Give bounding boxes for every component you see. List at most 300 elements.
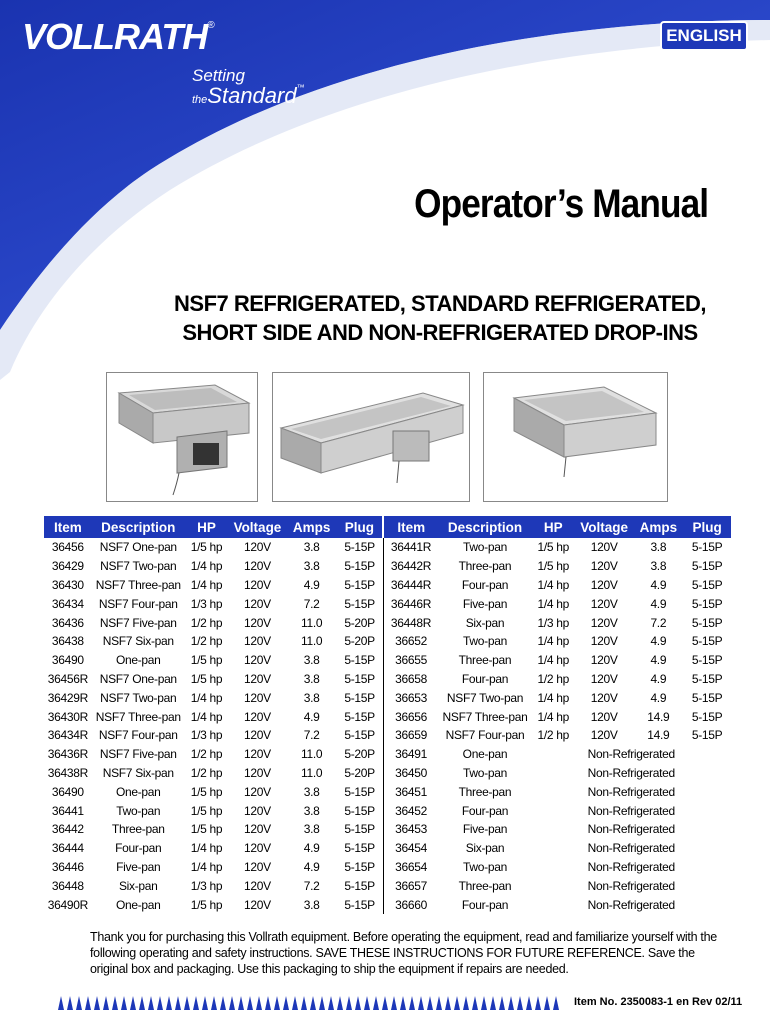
cell-voltage: 120V <box>244 765 271 780</box>
cell-hp: 1/4 hp <box>190 859 223 874</box>
cell-description: NSF7 Two-pan <box>100 559 177 574</box>
col-header-plug: Plug <box>337 516 384 538</box>
cell-hp: 1/2 hp <box>190 747 223 762</box>
cell-item: 36441 <box>51 803 84 818</box>
cell-description: Five-pan <box>462 596 508 611</box>
triangle-mark <box>121 996 127 1010</box>
cell-hp: 1/5 hp <box>190 803 223 818</box>
cell-amps: 11.0 <box>300 634 323 649</box>
triangle-mark <box>490 996 496 1010</box>
table-row <box>44 782 731 801</box>
cell-item: 36450 <box>383 764 438 783</box>
triangle-mark <box>247 996 253 1010</box>
cell-hp: 1/4 hp <box>537 634 570 649</box>
triangle-mark <box>94 996 100 1010</box>
triangle-mark <box>112 996 118 1010</box>
cell-hp: 1/4 hp <box>190 690 223 705</box>
cell-hp: 1/4 hp <box>190 709 223 724</box>
cell-amps: 3.8 <box>650 540 667 555</box>
cell-description: NSF7 Six-pan <box>102 634 174 649</box>
cell-plug: 5-15P <box>344 859 375 874</box>
cell-plug: 5-15P <box>344 559 375 574</box>
table-row <box>44 764 731 783</box>
table-row <box>44 801 731 820</box>
cell-item: 36653 <box>383 688 438 707</box>
tagline <box>192 66 305 109</box>
cell-item: 36654 <box>383 858 438 877</box>
cell-item: 36659 <box>383 726 438 745</box>
cell-plug: 5-15P <box>691 671 723 686</box>
cell-description: NSF7 Three-pan <box>95 577 181 592</box>
triangle-mark <box>220 996 226 1010</box>
cell-amps: 4.9 <box>650 653 667 668</box>
cell-voltage: 120V <box>244 596 271 611</box>
triangle-mark <box>400 996 406 1010</box>
triangle-mark <box>58 996 64 1010</box>
cell-amps: 11.0 <box>300 747 323 762</box>
table-row <box>44 745 731 764</box>
cell-hp: 1/3 hp <box>190 728 223 743</box>
cell-non-refrigerated: Non-Refrigerated <box>587 822 675 837</box>
cell-item: 36444R <box>383 576 438 595</box>
cell-description: Six-pan <box>118 878 158 893</box>
cell-amps: 7.2 <box>650 615 667 630</box>
table-row <box>44 613 731 632</box>
cell-item: 36444 <box>51 841 84 856</box>
cell-voltage: 120V <box>244 784 271 799</box>
cell-voltage: 120V <box>244 728 271 743</box>
cell-amps: 11.0 <box>300 765 323 780</box>
table-row <box>44 858 731 877</box>
col-header-description: Description <box>92 516 185 538</box>
cell-voltage: 120V <box>244 615 271 630</box>
triangle-mark <box>283 996 289 1010</box>
cell-description: Two-pan <box>463 765 507 780</box>
item-number: Item No. 2350083-1 en Rev 02/11 <box>570 996 742 1008</box>
cell-amps: 3.8 <box>303 690 320 705</box>
cell-amps: 4.9 <box>650 690 667 705</box>
cell-item: 36655 <box>383 651 438 670</box>
cell-hp: 1/2 hp <box>190 765 223 780</box>
cell-hp: 1/4 hp <box>190 577 223 592</box>
triangle-mark <box>337 996 343 1010</box>
cell-description: Three-pan <box>458 784 512 799</box>
cell-plug: 5-15P <box>691 615 723 630</box>
table-row <box>44 876 731 895</box>
triangle-mark <box>328 996 334 1010</box>
triangle-mark <box>499 996 505 1010</box>
cell-item: 36436R <box>47 747 88 762</box>
triangle-mark <box>103 996 109 1010</box>
cell-amps: 4.9 <box>650 596 667 611</box>
triangle-mark <box>166 996 172 1010</box>
product-photo-1 <box>106 372 258 502</box>
triangle-mark <box>157 996 163 1010</box>
cell-voltage: 120V <box>244 747 271 762</box>
cell-description: Six-pan <box>465 615 505 630</box>
cell-item: 36454 <box>383 839 438 858</box>
triangle-mark <box>76 996 82 1010</box>
table-row <box>44 895 731 914</box>
cell-item: 36456 <box>51 540 84 555</box>
triangle-mark <box>301 996 307 1010</box>
cell-plug: 5-15P <box>344 671 375 686</box>
table-row <box>44 688 731 707</box>
cell-voltage: 120V <box>590 728 618 743</box>
cell-item: 36429R <box>47 690 88 705</box>
cell-description: NSF7 Two-pan <box>100 690 177 705</box>
cell-hp: 1/5 hp <box>537 559 570 574</box>
trademark-mark: ™ <box>296 83 305 92</box>
triangle-mark <box>364 996 370 1010</box>
col-header-voltage: Voltage <box>228 516 287 538</box>
triangle-mark <box>472 996 478 1010</box>
col-header-amps: Amps <box>287 516 337 538</box>
triangle-mark <box>229 996 235 1010</box>
cell-amps: 3.8 <box>303 822 320 837</box>
cell-hp: 1/5 hp <box>190 653 223 668</box>
cell-non-refrigerated: Non-Refrigerated <box>587 878 675 893</box>
cell-hp: 1/2 hp <box>537 728 570 743</box>
cell-item: 36436 <box>51 615 84 630</box>
triangle-mark <box>211 996 217 1010</box>
cell-item: 36442 <box>51 822 84 837</box>
cell-amps: 14.9 <box>647 728 670 743</box>
cell-item: 36453 <box>383 820 438 839</box>
cell-description: NSF7 Four-pan <box>98 728 178 743</box>
cell-plug: 5-15P <box>344 841 375 856</box>
cell-description: NSF7 Three-pan <box>95 709 181 724</box>
cell-voltage: 120V <box>590 634 618 649</box>
cell-plug: 5-15P <box>691 577 723 592</box>
cell-non-refrigerated: Non-Refrigerated <box>587 841 675 856</box>
page-title: Operator’s Manual <box>413 182 708 226</box>
triangle-mark <box>67 996 73 1010</box>
triangle-mark <box>202 996 208 1010</box>
cell-item: 36451 <box>383 782 438 801</box>
cell-hp: 1/4 hp <box>537 596 570 611</box>
cell-item: 36658 <box>383 670 438 689</box>
table-row <box>44 557 731 576</box>
cell-voltage: 120V <box>244 841 271 856</box>
tagline-setting: Setting <box>192 66 245 85</box>
cell-item: 36660 <box>383 895 438 914</box>
triangle-mark <box>265 996 271 1010</box>
cell-voltage: 120V <box>590 596 618 611</box>
table-row <box>44 839 731 858</box>
triangle-mark <box>310 996 316 1010</box>
table-row <box>44 726 731 745</box>
cell-hp: 1/5 hp <box>190 897 223 912</box>
cell-voltage: 120V <box>244 653 271 668</box>
cell-plug: 5-15P <box>691 728 723 743</box>
triangle-mark <box>445 996 451 1010</box>
cell-item: 36446 <box>51 859 84 874</box>
cell-plug: 5-15P <box>344 728 375 743</box>
cell-amps: 7.2 <box>303 878 320 893</box>
col-header-amps: Amps <box>633 516 683 538</box>
cell-voltage: 120V <box>244 690 271 705</box>
triangle-mark <box>382 996 388 1010</box>
cell-plug: 5-20P <box>344 747 375 762</box>
cell-hp: 1/5 hp <box>190 822 223 837</box>
cell-voltage: 120V <box>590 559 618 574</box>
cell-voltage: 120V <box>244 559 271 574</box>
cell-plug: 5-15P <box>344 653 375 668</box>
triangle-mark <box>454 996 460 1010</box>
intro-paragraph: Thank you for purchasing this Vollrath equipment. Before operating the equipment, read and familiarize yourself with the following operating and safety instructions. SAVE THESE INSTRUCTIONS FOR FUTURE REFERENCE. Save the original box and packaging. Use this packaging to ship the equipment if repairs are needed. <box>90 930 717 976</box>
table-header-row <box>44 516 731 538</box>
cell-plug: 5-15P <box>691 559 723 574</box>
cell-non-refrigerated: Non-Refrigerated <box>587 803 675 818</box>
triangle-mark <box>148 996 154 1010</box>
cell-voltage: 120V <box>244 822 271 837</box>
cell-voltage: 120V <box>590 540 618 555</box>
cell-description: One-pan <box>115 653 161 668</box>
cell-item: 36429 <box>51 559 84 574</box>
cell-item: 36434 <box>51 596 84 611</box>
table-row <box>44 707 731 726</box>
cell-hp: 1/4 hp <box>537 709 570 724</box>
triangle-mark <box>175 996 181 1010</box>
cell-hp: 1/3 hp <box>537 615 570 630</box>
cell-description: NSF7 Six-pan <box>102 765 174 780</box>
cell-plug: 5-15P <box>344 897 375 912</box>
triangle-mark <box>184 996 190 1010</box>
triangle-mark <box>409 996 415 1010</box>
col-header-item: Item <box>44 516 92 538</box>
cell-plug: 5-15P <box>691 634 723 649</box>
cell-item: 36438R <box>47 765 88 780</box>
brand-name: VOLLRATH <box>22 16 208 57</box>
cell-non-refrigerated: Non-Refrigerated <box>587 897 675 912</box>
cell-voltage: 120V <box>244 859 271 874</box>
cell-plug: 5-15P <box>344 577 375 592</box>
table-row <box>44 594 731 613</box>
cell-plug: 5-15P <box>691 709 723 724</box>
cell-plug: 5-20P <box>344 615 375 630</box>
triangle-mark <box>130 996 136 1010</box>
table-row <box>44 538 731 557</box>
cell-description: NSF7 Five-pan <box>99 615 177 630</box>
cell-amps: 3.8 <box>650 559 667 574</box>
triangle-mark <box>238 996 244 1010</box>
cell-description: NSF7 Five-pan <box>99 747 177 762</box>
triangle-mark <box>526 996 532 1010</box>
cell-plug: 5-15P <box>344 709 375 724</box>
cell-description: Two-pan <box>463 540 507 555</box>
cell-description: One-pan <box>462 747 508 762</box>
cell-amps: 4.9 <box>303 859 320 874</box>
cell-hp: 1/5 hp <box>190 540 223 555</box>
cell-hp: 1/3 hp <box>190 878 223 893</box>
cell-non-refrigerated: Non-Refrigerated <box>587 784 675 799</box>
cell-voltage: 120V <box>590 653 618 668</box>
cell-plug: 5-15P <box>691 653 723 668</box>
cell-voltage: 120V <box>590 690 618 705</box>
table-row <box>44 820 731 839</box>
cell-non-refrigerated: Non-Refrigerated <box>587 765 675 780</box>
col-header-voltage: Voltage <box>575 516 634 538</box>
cell-description: NSF7 One-pan <box>99 540 177 555</box>
triangle-mark <box>346 996 352 1010</box>
tagline-the: the <box>192 94 208 106</box>
triangle-mark <box>292 996 298 1010</box>
triangle-mark <box>355 996 361 1010</box>
triangle-mark <box>517 996 523 1010</box>
cell-voltage: 120V <box>590 577 618 592</box>
triangle-mark <box>85 996 91 1010</box>
triangle-mark <box>508 996 514 1010</box>
cell-description: Four-pan <box>461 803 509 818</box>
triangle-mark <box>319 996 325 1010</box>
cell-amps: 11.0 <box>300 615 323 630</box>
cell-item: 36442R <box>383 557 438 576</box>
cell-hp: 1/2 hp <box>537 671 570 686</box>
language-badge: ENGLISH <box>660 21 748 51</box>
triangle-mark <box>427 996 433 1010</box>
cell-description: Three-pan <box>458 653 512 668</box>
table-row <box>44 651 731 670</box>
cell-amps: 3.8 <box>303 784 320 799</box>
cell-description: One-pan <box>115 784 161 799</box>
specification-table <box>44 516 731 914</box>
cell-item: 36438 <box>51 634 84 649</box>
triangle-mark <box>139 996 145 1010</box>
cell-voltage: 120V <box>244 897 271 912</box>
cell-description: Two-pan <box>463 634 507 649</box>
cell-item: 36657 <box>383 876 438 895</box>
cell-amps: 4.9 <box>303 577 320 592</box>
cell-hp: 1/4 hp <box>537 577 570 592</box>
cell-voltage: 120V <box>244 709 271 724</box>
cell-description: NSF7 Four-pan <box>98 596 178 611</box>
page-subtitle <box>140 289 740 347</box>
triangle-mark <box>373 996 379 1010</box>
table-row <box>44 632 731 651</box>
cell-voltage: 120V <box>590 615 618 630</box>
product-photo-3 <box>483 372 668 502</box>
cell-description: Four-pan <box>461 671 509 686</box>
cell-hp: 1/2 hp <box>190 615 223 630</box>
cell-item: 36434R <box>47 728 88 743</box>
cell-plug: 5-15P <box>344 822 375 837</box>
cell-description: NSF7 One-pan <box>99 671 177 686</box>
cell-item: 36491 <box>383 745 438 764</box>
product-photo-2 <box>272 372 470 502</box>
col-header-item: Item <box>383 516 438 538</box>
cell-amps: 3.8 <box>303 653 320 668</box>
cell-description: NSF7 Three-pan <box>442 709 528 724</box>
cell-item: 36430R <box>47 709 88 724</box>
cell-non-refrigerated: Non-Refrigerated <box>587 747 675 762</box>
triangle-mark <box>256 996 262 1010</box>
cell-hp: 1/5 hp <box>190 671 223 686</box>
cell-plug: 5-15P <box>344 803 375 818</box>
cell-item: 36441R <box>383 538 438 557</box>
col-header-hp: HP <box>185 516 228 538</box>
cell-plug: 5-15P <box>344 596 375 611</box>
tagline-standard: Standard <box>207 83 297 108</box>
cell-voltage: 120V <box>244 803 271 818</box>
cell-description: One-pan <box>115 897 161 912</box>
triangle-mark <box>463 996 469 1010</box>
cell-hp: 1/4 hp <box>190 559 223 574</box>
cell-item: 36430 <box>51 577 84 592</box>
cell-voltage: 120V <box>244 577 271 592</box>
cell-plug: 5-15P <box>691 690 723 705</box>
col-header-plug: Plug <box>683 516 731 538</box>
cell-description: Six-pan <box>465 841 505 856</box>
cell-amps: 7.2 <box>303 728 320 743</box>
triangle-mark <box>553 996 559 1010</box>
cell-amps: 4.9 <box>650 671 667 686</box>
cell-plug: 5-15P <box>344 690 375 705</box>
table-row <box>44 576 731 595</box>
cell-plug: 5-15P <box>344 878 375 893</box>
cell-plug: 5-15P <box>344 784 375 799</box>
cell-description: Four-pan <box>115 841 162 856</box>
triangle-mark <box>274 996 280 1010</box>
cell-hp: 1/4 hp <box>537 690 570 705</box>
table-row <box>44 670 731 689</box>
cell-description: NSF7 Two-pan <box>446 690 524 705</box>
cell-description: Two-pan <box>116 803 161 818</box>
cell-description: NSF7 Four-pan <box>445 728 525 743</box>
cell-amps: 7.2 <box>303 596 320 611</box>
cell-amps: 3.8 <box>303 897 320 912</box>
cell-amps: 4.9 <box>650 634 667 649</box>
triangle-mark <box>436 996 442 1010</box>
cell-amps: 4.9 <box>303 709 320 724</box>
cell-voltage: 120V <box>590 671 618 686</box>
cell-plug: 5-20P <box>344 765 375 780</box>
cell-item: 36490R <box>47 897 88 912</box>
cell-hp: 1/5 hp <box>190 784 223 799</box>
cell-hp: 1/2 hp <box>190 634 223 649</box>
cell-plug: 5-15P <box>691 540 723 555</box>
cell-description: Two-pan <box>463 859 507 874</box>
triangle-mark <box>193 996 199 1010</box>
cell-description: Three-pan <box>458 878 512 893</box>
cell-voltage: 120V <box>244 878 271 893</box>
cell-description: Four-pan <box>461 897 509 912</box>
cell-plug: 5-15P <box>691 596 723 611</box>
cell-voltage: 120V <box>244 671 271 686</box>
col-header-description: Description <box>438 516 531 538</box>
cell-amps: 3.8 <box>303 671 320 686</box>
cell-item: 36446R <box>383 594 438 613</box>
col-header-hp: HP <box>532 516 575 538</box>
cell-description: Five-pan <box>116 859 161 874</box>
cell-item: 36652 <box>383 632 438 651</box>
triangle-mark <box>544 996 550 1010</box>
registered-mark: ® <box>207 20 215 31</box>
cell-description: Three-pan <box>111 822 165 837</box>
subtitle-line-1: NSF7 REFRIGERATED, STANDARD REFRIGERATED, <box>174 291 706 316</box>
triangle-mark <box>535 996 541 1010</box>
triangle-mark <box>391 996 397 1010</box>
cell-non-refrigerated: Non-Refrigerated <box>587 859 675 874</box>
triangle-mark <box>418 996 424 1010</box>
cell-item: 36448 <box>51 878 84 893</box>
cell-item: 36448R <box>383 613 438 632</box>
cell-amps: 14.9 <box>647 709 670 724</box>
cell-amps: 4.9 <box>650 577 667 592</box>
cell-item: 36490 <box>51 653 84 668</box>
cell-hp: 1/3 hp <box>190 596 223 611</box>
cell-description: Four-pan <box>461 577 509 592</box>
